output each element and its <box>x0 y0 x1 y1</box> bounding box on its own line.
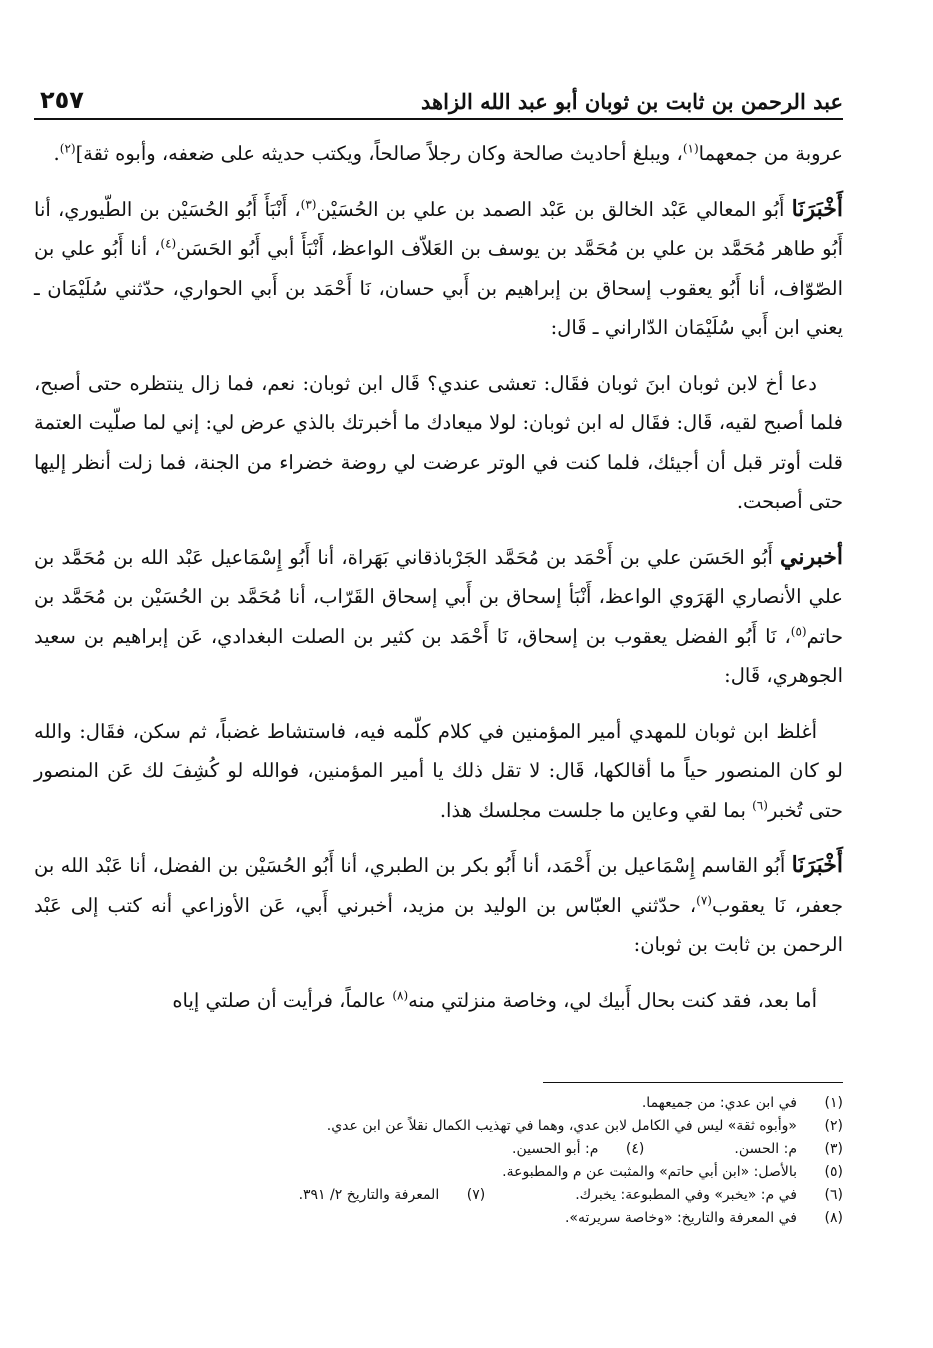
footnote-1: (١) في ابن عدي: من جميعهما. <box>641 1095 843 1111</box>
page-header <box>34 74 843 114</box>
paragraph-1: عروبة من جمعهما$^{(١)}$، ويبلغ أحاديث صالحة وكان رجلاً صالحاً، ويكتب حديثه على ضعفه، وأبوه ثقة]$^{(٢)}$. <box>53 141 843 165</box>
page-number: ٢٥٧ <box>40 86 84 114</box>
footnote-ref-4: (٤) <box>160 236 177 251</box>
footnote-rule <box>543 1082 843 1083</box>
footnote-ref-1: (١) <box>682 141 699 156</box>
footnote-row <box>120 1092 843 1115</box>
footnote-row <box>120 1115 843 1138</box>
footnote-ref-5: (٥) <box>790 624 807 638</box>
footnote-ref-2: (٢) <box>59 141 76 156</box>
running-title: عبد الرحمن بن ثابت بن ثوبان أبو عبد الله الزاهد <box>421 89 843 114</box>
footnote-ref-7: (٧) <box>696 893 712 907</box>
isnad-keyword: أَخْبَرَنَا <box>791 195 843 222</box>
paragraph-3: دعا أخ لابن ثوبان ابنَ ثوبان فقَال: تعشى عندي؟ قَال ابن ثوبان: نعم، فما زال ينتظره حتى أصبح، فلما أصبح لقيه، قَال: فقَال له ابن ثوبان: لولا ميعادك ما أخبرتك بالذي عرض لي: إني لما صلّيت العتمة قلت أوتر قبل أن أجيئك، فلما كنت في الوتر عرضت لي روضة خضراء من الجنة، فما زلت أنظر إليها حتى أصبحت. <box>34 371 843 513</box>
footnote-row <box>120 1161 843 1184</box>
isnad-keyword: أَخْبَرَنَا <box>791 852 843 878</box>
footnotes <box>120 1092 843 1230</box>
footnote-6: (٦) في م: «يخبر» وفي المطبوعة: يخبرك. <box>575 1187 843 1203</box>
main-text <box>34 134 843 1020</box>
paragraph-6: أَخْبَرَنَا أَبُو القاسم إِسْمَاعيل بن أَحْمَد، أنا أَبُو بكر بن الطبري، أنا أَبُو الحُسَيْن بن الفضل، أنا عَبْد الله بن جعفر، نَا يعقوب$^{(٧)}$، حدّثني العبّاس بن الوليد بن مزيد، أخبرني أَبي، عَن الأوزاعي أنه كتب إلى عَبْد الرحمن بن ثابت بن ثوبان: <box>34 852 843 956</box>
footnote-3: (٣) م: الحسن. <box>734 1141 843 1157</box>
footnote-row <box>120 1138 843 1161</box>
footnote-8: (٨) في المعرفة والتاريخ: «وخاصة سريرته». <box>564 1210 843 1226</box>
footnote-row <box>120 1184 843 1207</box>
footnote-2: (٢) «وأبوه ثقة» ليس في الكامل لابن عدي، وهما في تهذيب الكمال نقلاً عن ابن عدي. <box>326 1118 843 1134</box>
footnote-ref-3: (٣) <box>300 197 317 211</box>
isnad-keyword: أخبرني <box>780 543 843 570</box>
footnote-5: (٥) بالأصل: «ابن أبي حاتم» والمثبت عن م والمطبوعة. <box>502 1164 843 1180</box>
footnote-7: (٧) المعرفة والتاريخ ٢/ ٣٩١. <box>298 1187 486 1203</box>
paragraph-7: أما بعد، فقد كنت بحال أَبيك لي، وخاصة منزلتي منه$^{(٨)}$ عالماً، فرأيت أن صلتي إياه <box>172 988 817 1012</box>
paragraph-2: أَخْبَرَنَا أَبُو المعالي عَبْد الخالق بن عَبْد الصمد بن علي بن الحُسَيْن$^{(٣)}$، أَنْبَأَ أَبُو الحُسَيْن بن الطّيوري، أنا أَبُو طاهر مُحَمَّد بن علي بن مُحَمَّد بن يوسف بن العَلاّف الواعظ، أَنْبَأَ أبي أَبُو الحَسَن$^{(٤)}$، أنا أَبُو علي بن الصّوّاف، أنا أَبُو يعقوب إسحاق بن إبراهيم بن أَبي حسان، نَا أَحْمَد بن أَبي الحواري، حدّثني سُلَيْمَان ـ يعني ابن أَبي سُلَيْمَان الدّاراني ـ قَال: <box>34 195 843 339</box>
paragraph-4: أخبرني أَبُو الحَسَن علي بن أَحْمَد بن مُحَمَّد الجَرْباذقاني بَهَراة، أنا أَبُو إِسْمَاعيل عَبْد الله بن مُحَمَّد بن علي الأنصاري الهَرَوي الواعظ، أَنْبَأ إسحاق بن أَبي إسحاق القَرّاب، أنا مُحَمَّد بن الحُسَيْن بن مُحَمَّد بن حاتم$^{(٥)}$، نَا أَبُو الفضل يعقوب بن إسحاق، نَا أَحْمَد بن كثير بن الصلت البغدادي، عَن إبراهيم بن سعيد الجوهري، قَال: <box>34 543 843 687</box>
footnote-row <box>120 1207 843 1230</box>
footnote-ref-6: (٦) <box>752 798 768 812</box>
header-rule <box>34 118 843 120</box>
footnote-ref-8: (٨) <box>392 988 409 1002</box>
paragraph-5: أغلظ ابن ثوبان للمهدي أمير المؤمنين في كلام كلّمه فيه، فاستشاط غضباً، ثم سكن، فقَال: والله لو كان المنصور حياً ما أقالكها، قَال: لا تقل ذلك يا أمير المؤمنين، فوالله لو كُشِفَ لك عَن المنصور حتى تُخبر$^{(٦)}$ بما لقي وعاين ما جلست مجلسك هذا. <box>34 719 843 822</box>
footnote-4: (٤) م: أبو الحسين. <box>512 1141 645 1157</box>
